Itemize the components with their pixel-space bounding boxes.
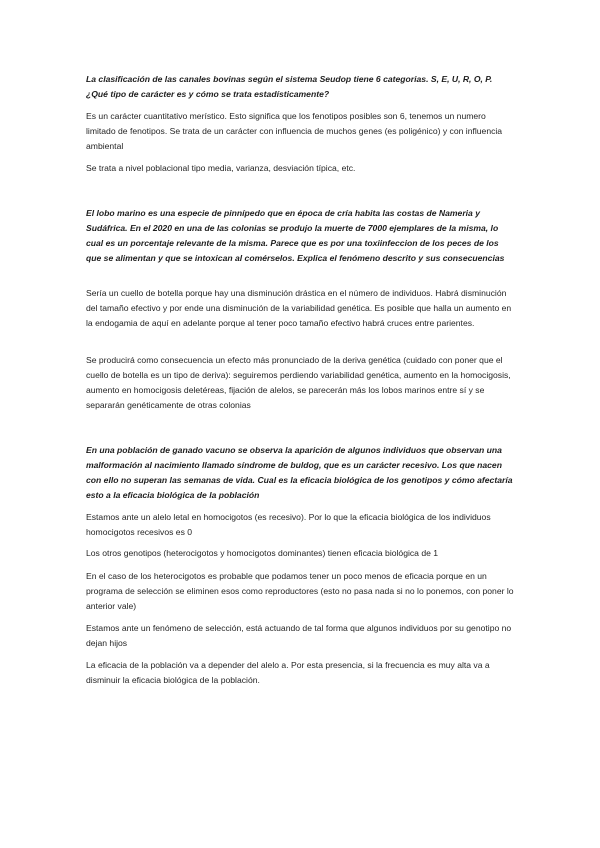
- answer-1-1: Es un carácter cuantitativo merístico. Esto significa que los fenotipos posibles son 6, tenemos un numero limitado de fenotipos. Se trata de un carácter con influencia de muchos genes (es poligénico) y con influencia ambiental: [86, 111, 503, 151]
- answer-3-3: En el caso de los heterocigotos es probable que podamos tener un poco menos de eficacia porque en un programa de selección se eliminen esos como reproductores (esto no pasa nada si no lo ponemos, con poner lo anterior vale): [86, 571, 514, 611]
- question-2: El lobo marino es una especie de pinnípedo que en época de cría habita las costas de Nameria y Sudáfrica. En el 2020 en una de las colonias se produjo la muerte de 7000 ejemplares de la misma, lo cual es un porcentaje relevante de la misma. Parece que es por una toxiinfeccion de los peces de los que se alimentan y que se intoxican al comérselos. Explica el fenómeno descrito y sus consecuencias: [86, 208, 505, 263]
- question-3: En una población de ganado vacuno se observa la aparición de algunos individuos que observan una malformación al nacimiento llamado síndrome de buldog, que es un carácter recesivo. Los que nacen con ello no superan las semanas de vida. Cual es la eficacia biológica de los genotipos y cómo afectaría esto a la eficacia biológica de la población: [86, 445, 513, 500]
- answer-3-4: Estamos ante un fenómeno de selección, está actuando de tal forma que algunos individuos por su genotipo no dejan hijos: [86, 623, 512, 648]
- answer-3-5: La eficacia de la población va a depender del alelo a. Por esta presencia, si la frecuencia es muy alta va a disminuir la eficacia biológica de la población.: [86, 660, 490, 685]
- answer-2-1: Sería un cuello de botella porque hay una disminución drástica en el número de individuos. Habrá disminución del tamaño efectivo y por ende una disminución de la variabilidad genética. Es posible que halla un aumento en la endogamia de aquí en adelante porque al tener poco tamaño efectivo habrá cruces entre parientes.: [86, 288, 512, 328]
- answer-1-2: Se trata a nivel poblacional tipo media, varianza, desviación típica, etc.: [86, 163, 356, 173]
- answer-3-2: Los otros genotipos (heterocigotos y homocigotos dominantes) tienen eficacia biológica de 1: [86, 548, 439, 558]
- answer-3-1: Estamos ante un alelo letal en homocigotos (es recesivo). Por lo que la eficacia biológica de los individuos homocigotos recesivos es 0: [86, 512, 491, 537]
- question-1: La clasificación de las canales bovinas según el sistema Seudop tiene 6 categorias. S, E, U, R, O, P. ¿Qué tipo de carácter es y cómo se trata estadísticamente?: [86, 74, 493, 99]
- answer-2-2: Se producirá como consecuencia un efecto más pronunciado de la deriva genética (cuidado con poner que el cuello de botella es un tipo de deriva): seguiremos perdiendo variabilidad genética, aumento en la homocigosis, aumento en homocigosis deletéreas, fijación de alelos, se parecerán más los lobos marinos entre sí y se separarán genéticamente de otras colonias: [86, 355, 511, 410]
